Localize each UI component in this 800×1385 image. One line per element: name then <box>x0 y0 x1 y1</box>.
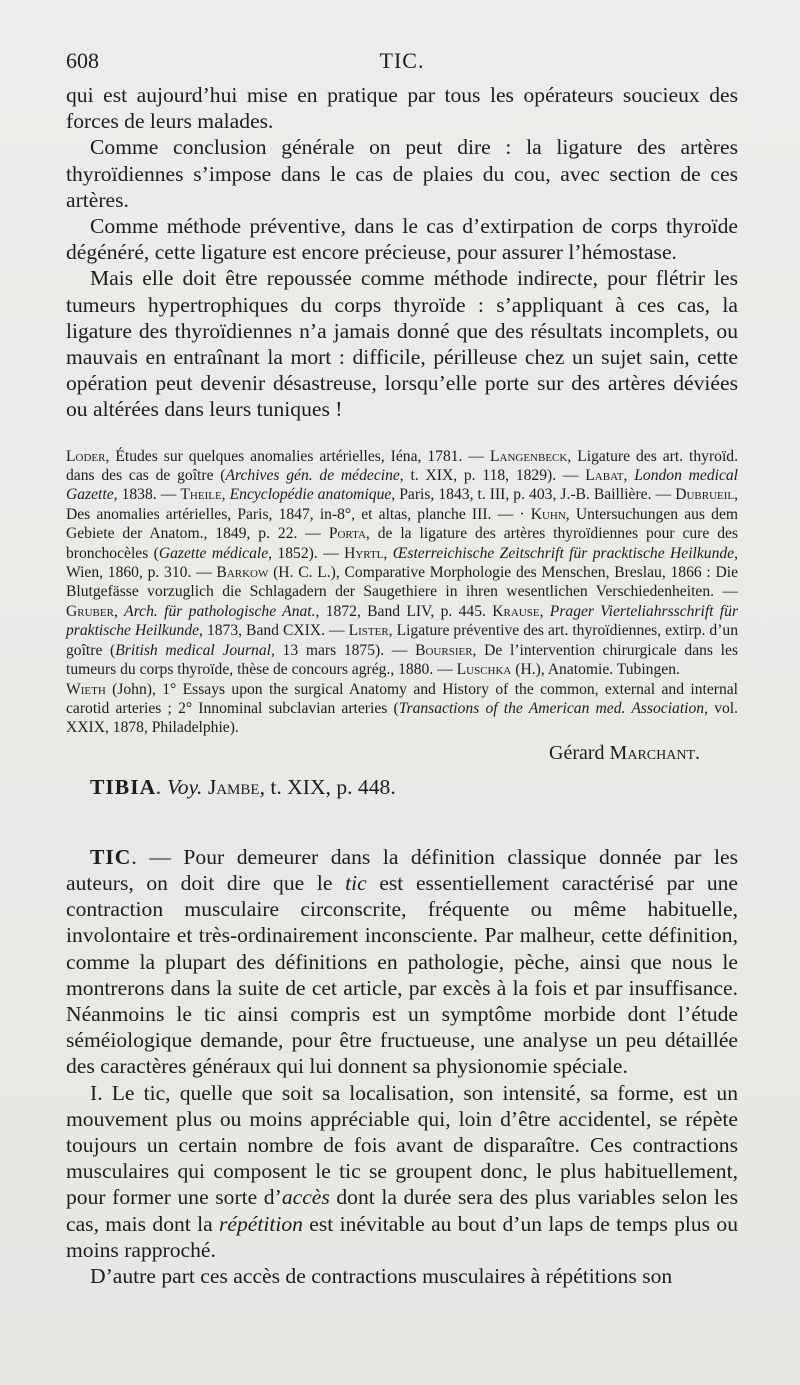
paragraph-tic-continued: D’autre part ces accès de contractions musculaires à répétitions son <box>90 1263 673 1288</box>
paragraph-conclusion: Comme conclusion générale on peut dire : la ligature des artères thyroïdiennes s’impose dans le cas de plaies du cou, avec section de ces artères. <box>66 135 738 212</box>
author-boursier: Boursier <box>415 641 473 659</box>
author-labat: Labat <box>585 467 624 485</box>
author-loder: Loder <box>66 447 106 465</box>
journal-title: Transactions of the American med. Association <box>398 699 705 717</box>
paragraph-indirect-method: Mais elle doit être repoussée comme méthode indirecte, pour flétrir les tumeurs hypertrophiques du corps thyroïde : s’appliquant à ces cas, la ligature des thyroïdiennes n’a jamais donné que des résultats incomplets, ou mauvais en entraînant la mort : difficile, périlleuse chez un sujet sain, cette opération peut devenir désastreuse, lorsqu’elle porte sur des artères déviées ou altérées dans leurs tuniques ! <box>66 266 738 422</box>
cross-reference-jambe[interactable]: Jambe <box>207 774 260 799</box>
author-signature: Gérard Marchant. <box>549 741 700 764</box>
headword-tic: TIC <box>90 844 132 869</box>
author-porta: Porta <box>328 525 366 543</box>
bibliography <box>66 447 738 738</box>
author-kuhn: Kuhn <box>530 505 566 523</box>
paragraph-continuation: qui est aujourd’hui mise en pratique par tous les opérateurs soucieux des forces de leurs malades. <box>66 83 738 134</box>
journal-title: London medical Gazette <box>66 467 739 504</box>
journal-title: Prager Vierteliahrsschrift für praktische Heilkunde <box>66 602 739 640</box>
journal-title: Œsterreichische Zeitschrift für pracktische Heilkunde <box>392 544 735 562</box>
entry-tic <box>66 844 738 1289</box>
bibliography-paragraph: Loder, Études sur quelques anomalies artérielles, Iéna, 1781. — Langenbeck, Ligature des art. thyroïd. dans des cas de goître (Archives gén. de médecine, t. XIX, p. 118, 1829). — Labat, London medical Gazette, 1838. — Theile, Encyclopédie anatomique, Paris, 1843, t. III, p. 403, J.-B. Baillière. — Dubrueil, Des anomalies artérielles, Paris, 1847, in-8°, et altas, planche III. — · Kuhn, Untersuchungen aus dem Gebiete der Anatom., 1849, p. 22. — Porta, de la ligature des artères thyroïdiennes pour cure des bronchocèles (Gazette médicale, 1852). — Hyrtl, Œsterreichische Zeitschrift für pracktische Heilkunde, Wien, 1860, p. 310. — Barkow (H. C. L.), Comparative Morphologie des Menschen, Breslau, 1866 : Die Blutgefässe vorzuglich die Schlagadern der Saugethiere in ihren wesentlichen Verschiedenheiten. — Gruber, Arch. für pathologische Anat., 1872, Band LIV, p. 445. Krause, Prager Vierteliahrsschrift für praktische Heilkunde, 1873, Band CXIX. — Lister, Ligature préventive des art. thyroïdiennes, extirp. d’un goître (British medical Journal, 13 mars 1875). — Boursier, De l’intervention chirurgicale dans les tumeurs du corps thyroïde, thèse de concours agrég., 1880. — Luschka (H.), Anatomie. Tubingen. <box>66 447 739 679</box>
author-barkow: Barkow <box>216 564 269 582</box>
author-gruber: Gruber <box>66 602 114 620</box>
author-langenbeck: Langenbeck <box>489 447 568 465</box>
journal-title: Arch. für pathologische Anat. <box>124 602 316 620</box>
author-krause: Krause <box>492 602 540 620</box>
author-dubrueil: Dubrueil <box>675 486 735 504</box>
author-luschka: Luschka <box>456 661 512 679</box>
author-wieth: Wieth <box>66 680 106 698</box>
entry-tibia: TIBIA. Voy. Jambe, t. XIX, p. 448. <box>90 774 396 799</box>
paragraph-preventive-method: Comme méthode préventive, dans le cas d’extirpation de corps thyroïde dégénéré, cette ligature est encore précieuse, pour assurer l’hémostase. <box>66 214 738 265</box>
author-theile: Theile <box>180 486 222 504</box>
journal-title: Archives gén. de médecine <box>225 467 400 485</box>
paragraph-tic-definition: TIC. — Pour demeurer dans la définition classique donnée par les auteurs, on doit dire que le tic est essentiellement caractérisé par une contraction musculaire circonscrite, fréquente ou même habituelle, involontaire et très-ordinairement inconsciente. Par malheur, cette définition, comme la plupart des définitions en pathologie, pèche, ainsi que nous le montrerons dans la suite de cet article, par excès à la fois et par insuffisance. Néanmoins le tic ainsi compris est un symptôme morbide dont l’étude séméiologique demande, pour être fructueuse, une analyse un peu détaillée des caractères généraux qui lui donnent sa physionomie spéciale. <box>66 844 739 1079</box>
thyroid-conclusion-section <box>66 82 738 423</box>
paragraph-tic-part-one: I. Le tic, quelle que soit sa localisation, son intensité, sa forme, est un mouvement plus ou moins appréciable qui, loin d’être accidentel, se répète toujours un certain nombre de fois avant de disparaître. Ces contractions musculaires qui composent le tic se groupent donc, le plus habituellement, pour former une sorte d’accès dont la durée sera des plus variables selon les cas, mais dont la répétition est inévitable au bout d’un laps de temps plus ou moins rapproché. <box>66 1080 738 1262</box>
headword-tibia: TIBIA <box>90 774 157 799</box>
page-number: 608 <box>66 48 99 73</box>
journal-title: Gazette médicale <box>158 544 269 562</box>
author-hyrtl: Hyrtl <box>344 544 384 562</box>
journal-title: British medical Journal <box>115 641 271 659</box>
running-head: TIC. <box>379 48 425 73</box>
book-title: Encyclopédie anatomique <box>229 486 392 504</box>
author-lister: Lister <box>348 622 389 640</box>
page-header <box>66 48 738 82</box>
bibliography-paragraph: Wieth (John), 1° Essays upon the surgical Anatomy and History of the common, external and internal carotid arteries ; 2° Innominal subclavian arteries (Transactions of the American med. Association, vol. XXIX, 1878, Philadelphie). <box>66 680 739 737</box>
